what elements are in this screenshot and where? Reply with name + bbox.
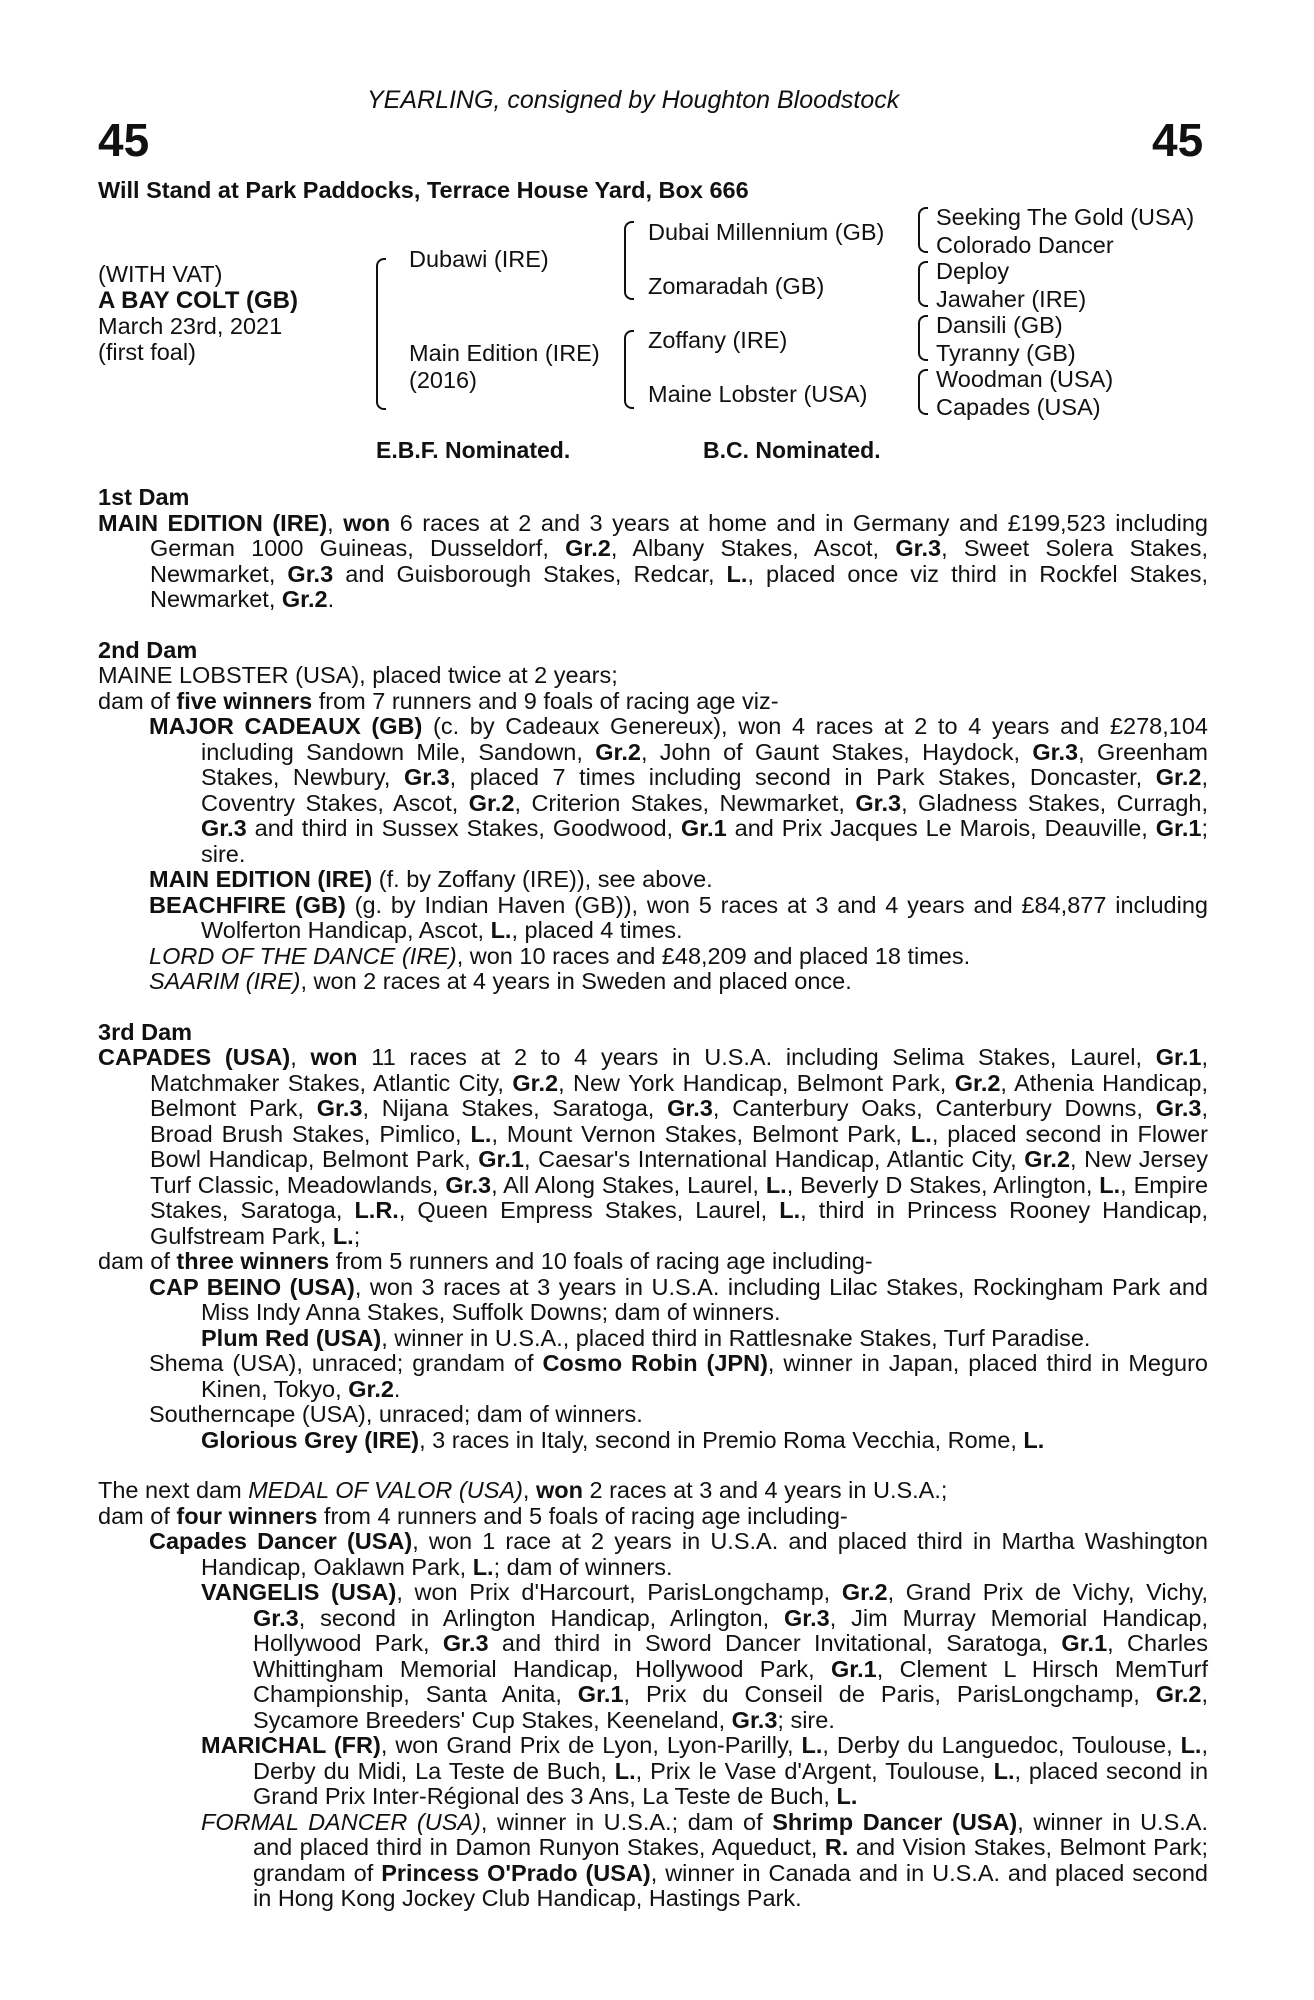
bc-nomination: B.C. Nominated. xyxy=(703,437,881,463)
grade-label: Gr.3 xyxy=(287,560,334,587)
first-dam-heading: 1st Dam xyxy=(98,484,190,510)
vat-note: (WITH VAT) xyxy=(98,261,223,287)
second-dam-heading: 2nd Dam xyxy=(98,636,198,663)
produce-vangelis: VANGELIS (USA), won Prix d'Harcourt, ParisLongchamp, Gr.2, Grand Prix de Vichy, Vichy, Gr.3, second in Arlington Handicap, Arlington, Gr.3, Jim Murray Memorial Handicap, Hollywood Park, Gr.3 and third in Sword Dancer Invitational, Saratoga, Gr.1, Charles Whittingham Memorial Handicap, Hollywood Park, Gr.1, Clement L Hirsch MemTurf Championship, Santa Anita, Gr.1, Prix du Conseil de Paris, ParisLongchamp, Gr.2, Sycamore Breeders' Cup Stakes, Keeneland, Gr.3; sire. xyxy=(201,1579,1209,1733)
pedigree-dds: Woodman (USA) xyxy=(936,366,1114,392)
third-dam-heading: 3rd Dam xyxy=(98,1018,193,1045)
third-dam-record: CAPADES (USA), won 11 races at 2 to 4 years in U.S.A. including Selima Stakes, Laurel, Gr.1, Matchmaker Stakes, Atlantic City, Gr.2, New York Handicap, Belmont Park, Gr.2, Athenia Handicap, Belmont Park, Gr.3, Nijana Stakes, Saratoga, Gr.3, Canterbury Oaks, Canterbury Downs, Gr.3, Broad Brush Stakes, Pimlico, L., Mount Vernon Stakes, Belmont Park, L., placed second in Flower Bowl Handicap, Belmont Park, Gr.1, Caesar's International Handicap, Atlantic City, Gr.2, New Jersey Turf Classic, Meadowlands, Gr.3, All Along Stakes, Laurel, L., Beverly D Stakes, Arlington, L., Empire Stakes, Saratoga, L.R., Queen Empress Stakes, Laurel, L., third in Princess Rooney Handicap, Gulfstream Park, L.; xyxy=(98,1044,1209,1249)
second-dam-produce-summary: dam of five winners from 7 runners and 9 foals of racing age viz- xyxy=(98,687,779,714)
produce-marichal: MARICHAL (FR), won Grand Prix de Lyon, Lyon-Parilly, L., Derby du Languedoc, Toulouse, L., Derby du Midi, La Teste de Buch, L., Prix le Vase d'Argent, Toulouse, L., placed second in Grand Prix Inter-Régional des 3 Ans, La Teste de Buch, L. xyxy=(201,1732,1209,1809)
grade-label: L. xyxy=(726,560,748,587)
record-text: , Sweet Solera Stakes, Newmarket, xyxy=(150,535,1208,587)
record-text: , Albany Stakes, Ascot, xyxy=(610,535,896,561)
grade-label: Gr.2 xyxy=(281,586,328,612)
pedigree-brace-dam xyxy=(624,330,634,409)
stand-location: Will Stand at Park Paddocks, Terrace House Yard, Box 666 xyxy=(98,177,749,203)
produce-saarim: SAARIM (IRE), won 2 races at 4 years in Sweden and placed once. xyxy=(149,968,852,994)
pedigree-dsd: Tyranny (GB) xyxy=(936,340,1076,366)
produce-cap-beino: CAP BEINO (USA), won 3 races at 3 years in U.S.A. including Lilac Stakes, Rockingham Park and Miss Indy Anna Stakes, Suffolk Downs; dam of winners. xyxy=(149,1273,1208,1325)
produce-shema: Shema (USA), unraced; grandam of Cosmo Robin (JPN), winner in Japan, placed third in Meguro Kinen, Tokyo, Gr.2. xyxy=(149,1350,1208,1402)
horse-note: (first foal) xyxy=(98,339,196,365)
lot-number-right: 45 xyxy=(1152,114,1204,166)
pedigree-sire-dam: Zomaradah (GB) xyxy=(648,273,825,299)
horse-name: A BAY COLT (GB) xyxy=(98,287,299,314)
ebf-nomination: E.B.F. Nominated. xyxy=(376,437,571,463)
grade-label: Gr.3 xyxy=(895,535,942,561)
pedigree-dss: Dansili (GB) xyxy=(936,312,1063,338)
pedigree-dam-sire: Zoffany (IRE) xyxy=(648,327,788,353)
pedigree-brace-ds xyxy=(918,315,928,361)
pedigree-ddd: Capades (USA) xyxy=(936,394,1101,420)
pedigree-dam: Main Edition (IRE) xyxy=(409,340,600,366)
produce-beachfire: BEACHFIRE (GB) (g. by Indian Haven (GB)), won 5 races at 3 and 4 years and £84,877 including Wolferton Handicap, Ascot, L., placed 4 times. xyxy=(149,891,1208,943)
pedigree-sire: Dubawi (IRE) xyxy=(409,246,549,272)
first-dam-name: MAIN EDITION (IRE) xyxy=(98,509,328,536)
pedigree-sire-sire: Dubai Millennium (GB) xyxy=(648,219,885,245)
produce-southerncape: Southerncape (USA), unraced; dam of winners. xyxy=(149,1401,643,1427)
produce-capades-dancer: Capades Dancer (USA), won 1 race at 2 years in U.S.A. and placed third in Martha Washington Handicap, Oaklawn Park, L.; dam of winners. xyxy=(149,1528,1208,1580)
pedigree-ssd: Colorado Dancer xyxy=(936,232,1114,258)
grade-label: Gr.2 xyxy=(565,535,611,561)
second-dam-line: MAINE LOBSTER (USA), placed twice at 2 years; xyxy=(98,662,618,688)
produce-plum-red: Plum Red (USA), winner in U.S.A., placed third in Rattlesnake Stakes, Turf Paradise. xyxy=(201,1324,1091,1351)
consignor-line: YEARLING, consigned by Houghton Bloodstock xyxy=(367,86,900,114)
third-dam-produce-summary: dam of three winners from 5 runners and 10 foals of racing age including- xyxy=(98,1248,873,1274)
pedigree-brace-dd xyxy=(918,369,928,415)
record-text: . xyxy=(327,586,335,612)
produce-lord-of-the-dance: LORD OF THE DANCE (IRE), won 10 races and £48,209 and placed 18 times. xyxy=(149,942,971,969)
produce-glorious-grey: Glorious Grey (IRE), 3 races in Italy, second in Premio Roma Vecchia, Rome, L. xyxy=(201,1426,1045,1453)
produce-main-edition: MAIN EDITION (IRE) (f. by Zoffany (IRE)), see above. xyxy=(149,866,713,892)
pedigree-sss: Seeking The Gold (USA) xyxy=(936,204,1195,230)
pedigree-dam-year: (2016) xyxy=(409,367,477,393)
produce-major-cadeaux: MAJOR CADEAUX (GB) (c. by Cadeaux Genereux), won 4 races at 2 to 4 years and £278,104 including Sandown Mile, Sandown, Gr.2, John of Gaunt Stakes, Haydock, Gr.3, Greenham Stakes, Newbury, Gr.3, placed 7 times including second in Park Stakes, Doncaster, Gr.2, Coventry Stakes, Ascot, Gr.2, Criterion Stakes, Newmarket, Gr.3, Gladness Stakes, Curragh, Gr.3 and third in Sussex Stakes, Goodwood, Gr.1 and Prix Jacques Le Marois, Deauville, Gr.1; sire. xyxy=(149,713,1209,867)
record-text: 6 races at 2 and 3 years at home and in Germany and £199,523 including German 1000 Guineas, Dusseldorf, xyxy=(150,509,1209,561)
lot-number-left: 45 xyxy=(98,114,150,166)
pedigree-brace-main xyxy=(376,258,386,410)
pedigree-sdd: Jawaher (IRE) xyxy=(936,286,1087,312)
pedigree-brace-sire xyxy=(624,221,634,300)
next-dam-produce-summary: dam of four winners from 4 runners and 5 foals of racing age including- xyxy=(98,1502,848,1529)
pedigree-brace-ss xyxy=(918,207,928,253)
pedigree-sds: Deploy xyxy=(936,258,1010,284)
next-dam-line: The next dam MEDAL OF VALOR (USA), won 2 races at 3 and 4 years in U.S.A.; xyxy=(98,1477,948,1503)
horse-dob: March 23rd, 2021 xyxy=(98,313,283,339)
pedigree-brace-sd xyxy=(918,261,928,307)
record-text: and Guisborough Stakes, Redcar, xyxy=(333,560,727,587)
produce-formal-dancer: FORMAL DANCER (USA), winner in U.S.A.; dam of Shrimp Dancer (USA), winner in U.S.A. and placed third in Damon Runyon Stakes, Aqueduct, R. and Vision Stakes, Belmont Park; grandam of Princess O'Prado (USA), winner in Canada and in U.S.A. and placed second in Hong Kong Jockey Club Handicap, Hastings Park. xyxy=(201,1808,1209,1911)
first-dam-record: MAIN EDITION (IRE), won 6 races at 2 and 3 years at home and in Germany and £199,523 including German 1000 Guineas, Dusseldorf, Gr.2, Albany Stakes, Ascot, Gr.3, Sweet Solera Stakes, Newmarket, Gr.3 and Guisborough Stakes, Redcar, L., placed once viz third in Rockfel Stakes, Newmarket, Gr.2. xyxy=(98,509,1209,612)
won-label: won xyxy=(343,509,391,536)
catalogue-body xyxy=(98,485,1208,1912)
record-text: , placed once viz third in Rockfel Stakes, Newmarket, xyxy=(150,560,1208,612)
pedigree-dam-dam: Maine Lobster (USA) xyxy=(648,381,868,407)
